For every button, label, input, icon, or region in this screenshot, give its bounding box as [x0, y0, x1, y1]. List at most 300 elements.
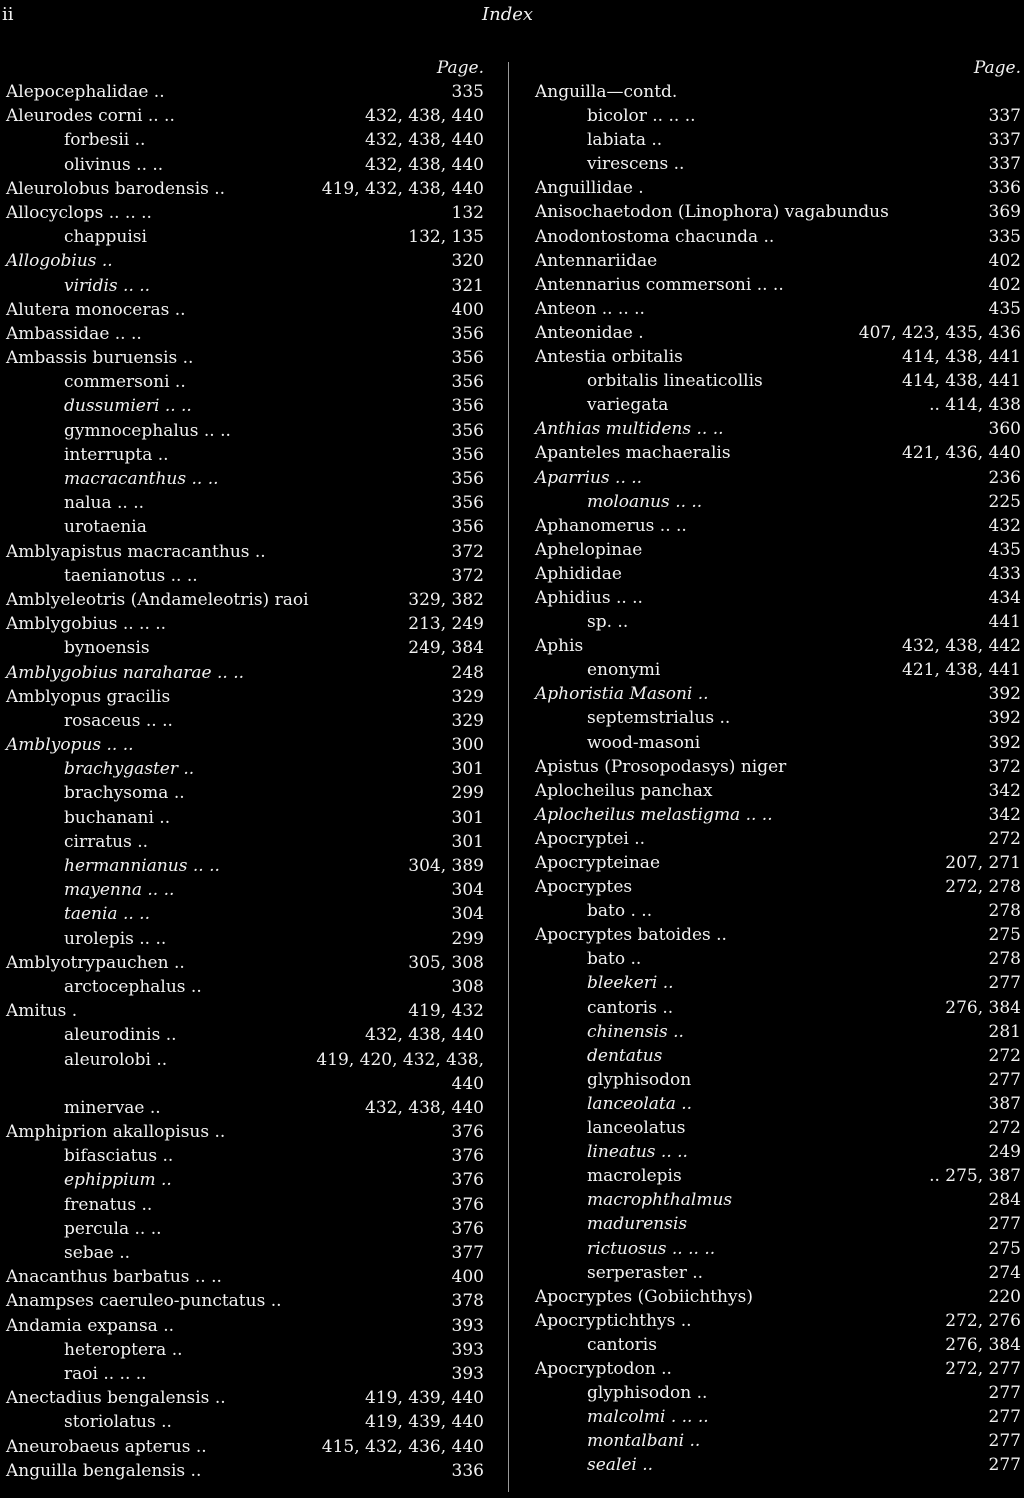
index-entry: [535, 249, 1021, 273]
index-term: Aphididae: [535, 563, 622, 584]
index-entry: [6, 1265, 484, 1289]
index-term: Aphoristia Masoni ..: [535, 684, 709, 705]
page-references: 277: [988, 1431, 1021, 1452]
index-term: orbitalis lineaticollis: [587, 371, 763, 392]
index-entry: [6, 1314, 484, 1338]
page-references: 376: [451, 1218, 484, 1239]
index-entry: [6, 806, 484, 830]
page-references: 272, 278: [945, 877, 1021, 898]
page-references: 249: [988, 1142, 1021, 1163]
index-entry: [535, 393, 1021, 417]
index-term: sp. ..: [587, 612, 629, 633]
page-references: 305, 308: [408, 952, 484, 973]
page-references: 272, 276: [945, 1310, 1021, 1331]
page-references: 299: [451, 783, 484, 804]
page-references: 415, 432, 436, 440: [321, 1436, 484, 1457]
index-entry: [6, 999, 484, 1023]
index-entry: [6, 298, 484, 322]
index-entry: [6, 419, 484, 443]
index-column-right: [535, 52, 1021, 1477]
index-entry: [6, 225, 484, 249]
page-references: 435: [988, 539, 1021, 560]
page-references: 432: [988, 515, 1021, 536]
page-references: 301: [451, 759, 484, 780]
index-entry: [6, 153, 484, 177]
index-term: Anacanthus barbatus .. ..: [6, 1267, 222, 1288]
index-term: Anguilla bengalensis ..: [6, 1460, 202, 1481]
index-term: arctocephalus ..: [64, 976, 202, 997]
index-term: taenia .. ..: [64, 904, 150, 925]
page-references: 132: [451, 202, 484, 223]
index-entry: [6, 1362, 484, 1386]
index-entry: [535, 441, 1021, 465]
index-term: aleurolobi ..: [64, 1049, 168, 1070]
index-term: lanceolatus: [587, 1118, 686, 1139]
index-entry: [6, 951, 484, 975]
index-term: Ambassis buruensis ..: [6, 348, 194, 369]
index-entry: [535, 923, 1021, 947]
page-references: 378: [451, 1291, 484, 1312]
index-entry: [6, 902, 484, 926]
page-references: 356: [451, 348, 484, 369]
index-term: mayenna .. ..: [64, 880, 175, 901]
index-entry: [535, 634, 1021, 658]
page-references: 400: [451, 1267, 484, 1288]
page-references: 132, 135: [408, 227, 484, 248]
index-term: Anampses caeruleo-punctatus ..: [6, 1291, 282, 1312]
index-term: malcolmi . .. ..: [587, 1407, 709, 1428]
index-entry: [6, 104, 484, 128]
index-term: bicolor .. .. ..: [587, 106, 696, 127]
index-entry: [535, 1068, 1021, 1092]
page-references: 434: [988, 587, 1021, 608]
index-term: Apanteles machaeralis: [535, 443, 731, 464]
index-entry: [6, 249, 484, 273]
index-entry: [535, 827, 1021, 851]
index-entry: [535, 1092, 1021, 1116]
index-entry: [6, 177, 484, 201]
index-term: lineatus .. ..: [587, 1142, 688, 1163]
page-references: 342: [988, 804, 1021, 825]
page-column-heading: Page.: [436, 58, 484, 78]
page-references: 435: [988, 298, 1021, 319]
index-term: raoi .. .. ..: [64, 1363, 147, 1384]
index-term: Aphanomerus .. ..: [535, 515, 687, 536]
index-term: Aplocheilus melastigma .. ..: [535, 804, 773, 825]
page-references: 249, 384: [408, 638, 484, 659]
page-references: 299: [451, 928, 484, 949]
index-term: macracanthus .. ..: [64, 469, 219, 489]
page-references: 433: [988, 563, 1021, 584]
index-term: chappuisi: [64, 227, 147, 248]
index-term: Apocryptei ..: [535, 828, 646, 849]
index-entry: [535, 803, 1021, 827]
page-references: 419, 439, 440: [365, 1412, 484, 1433]
index-entry: [6, 491, 484, 515]
page-references: 207, 271: [945, 853, 1021, 873]
index-entry: [535, 417, 1021, 441]
index-entry: [535, 947, 1021, 971]
index-term: Antennariidae: [535, 250, 658, 271]
page-references: 272: [988, 1045, 1021, 1066]
index-term: Amblygobius .. .. ..: [6, 614, 167, 635]
index-term: septemstrialus ..: [587, 708, 731, 729]
index-term: Aphidius .. ..: [535, 587, 643, 608]
index-entry: [535, 1020, 1021, 1044]
page-references: 393: [451, 1339, 484, 1360]
page-references: 236: [988, 467, 1021, 488]
index-term: glyphisodon ..: [587, 1383, 708, 1404]
index-term: Allocyclops .. .. ..: [6, 202, 152, 223]
page-references: 329, 382: [408, 589, 484, 610]
page-references: 248: [451, 662, 484, 683]
index-term: madurensis: [587, 1214, 688, 1235]
page-references: 300: [451, 735, 484, 756]
index-term: lanceolata ..: [587, 1093, 693, 1114]
index-term: commersoni ..: [64, 372, 186, 393]
index-term: Anteonidae .: [535, 322, 644, 343]
index-entry: [535, 128, 1021, 152]
index-term: Ambassidae .. ..: [6, 323, 142, 344]
index-term: interrupta ..: [64, 444, 169, 465]
index-entry: [6, 781, 484, 805]
column-divider: [508, 62, 509, 1492]
page-references: 329: [451, 686, 484, 707]
index-term: Aleurodes corni .. ..: [6, 106, 175, 127]
index-entries-right: [535, 80, 1021, 1477]
page-references: 387: [988, 1093, 1021, 1114]
index-term: Apocryptes batoides ..: [535, 925, 727, 946]
page-references: 432, 438, 440: [365, 1097, 484, 1118]
index-term: cantoris: [587, 1334, 657, 1355]
page-references: 281: [988, 1021, 1021, 1042]
page-header: [0, 4, 1024, 34]
index-entry: [6, 443, 484, 467]
index-term: forbesii ..: [64, 130, 146, 151]
index-entry: [535, 706, 1021, 730]
index-term: bifasciatus ..: [64, 1146, 174, 1167]
page-references: 301: [451, 831, 484, 852]
index-term: bleekeri ..: [587, 973, 674, 994]
index-entry: [6, 975, 484, 999]
index-term: Antennarius commersoni .. ..: [535, 274, 784, 295]
page-references: 376: [451, 1122, 484, 1143]
page-references: 376: [451, 1194, 484, 1215]
running-title: Index: [482, 4, 534, 25]
page-references: 277: [988, 1069, 1021, 1090]
index-term: Amblyeleotris (Andameleotris) raoi: [6, 589, 309, 610]
index-term: gymnocephalus .. ..: [64, 420, 231, 441]
index-term: Anodontostoma chacunda ..: [535, 226, 775, 247]
index-term: bato ..: [587, 949, 642, 970]
page-references: 419, 420, 432, 438,: [316, 1049, 484, 1070]
index-column-left: [6, 52, 484, 1483]
index-entry: [535, 562, 1021, 586]
page-references: 336: [988, 178, 1021, 199]
page-references: 440: [451, 1073, 484, 1094]
index-entry: [535, 345, 1021, 369]
index-entry: [535, 1237, 1021, 1261]
page-references: 402: [988, 274, 1021, 295]
index-entry: [535, 971, 1021, 995]
page-references: 277: [988, 1407, 1021, 1428]
page-references: 356: [451, 372, 484, 393]
index-entry: [6, 854, 484, 878]
index-term: Anisochaetodon (Linophora) vagabundus: [535, 202, 889, 223]
index-entry: [6, 1289, 484, 1313]
page-references: 432, 438, 440: [365, 106, 484, 127]
page-references: 360: [988, 419, 1021, 440]
index-entry: [6, 467, 484, 491]
page-references: 432, 438, 440: [365, 130, 484, 151]
index-term: heteroptera ..: [64, 1339, 183, 1360]
index-term: Anguillidae .: [535, 178, 644, 199]
page-references: 276, 384: [945, 997, 1021, 1018]
index-term: labiata ..: [587, 130, 663, 151]
index-entry: [6, 588, 484, 612]
index-entry: [6, 709, 484, 733]
index-term: Apocrypteinae: [535, 853, 661, 873]
index-entry: [6, 757, 484, 781]
index-entry: [6, 1193, 484, 1217]
page-references: 278: [988, 901, 1021, 922]
page-references: 421, 436, 440: [902, 443, 1021, 464]
page-column-heading: Page.: [973, 58, 1021, 78]
page-references: 376: [451, 1170, 484, 1191]
index-term: hermannianus .. ..: [64, 856, 220, 876]
index-term: Allogobius ..: [6, 251, 113, 272]
index-term: dentatus: [587, 1045, 663, 1066]
page-references: 284: [988, 1190, 1021, 1211]
page-references: 336: [451, 1460, 484, 1481]
page-references: 356: [451, 493, 484, 514]
index-term: urolepis .. ..: [64, 928, 167, 949]
index-entry: [6, 274, 484, 298]
page-references: 419, 439, 440: [365, 1388, 484, 1409]
index-entry: [535, 1357, 1021, 1381]
index-entry: [535, 779, 1021, 803]
index-term: urotaenia: [64, 517, 147, 538]
index-term: Aneurobaeus apterus ..: [6, 1436, 207, 1457]
index-entry: [6, 878, 484, 902]
index-entry: [535, 1140, 1021, 1164]
page-references: 213, 249: [408, 614, 484, 635]
page-references: 377: [451, 1243, 484, 1263]
index-term: Amblyopus gracilis: [6, 686, 171, 707]
index-term: Anguilla—contd.: [535, 82, 678, 102]
index-entry: [535, 225, 1021, 249]
index-entry: [6, 80, 484, 104]
index-entry: [6, 636, 484, 660]
page-references: 419, 432: [408, 1001, 484, 1022]
page-references: 356: [451, 323, 484, 344]
page-references: 372: [451, 541, 484, 562]
page-references: 419, 432, 438, 440: [321, 178, 484, 199]
index-term: Aleurolobus barodensis ..: [6, 178, 226, 199]
index-term: variegata: [587, 395, 669, 416]
index-entry: [6, 927, 484, 951]
page-references: .. 275, 387: [929, 1166, 1021, 1187]
index-term: wood-masoni: [587, 732, 701, 753]
page-references: 275: [988, 1238, 1021, 1259]
page-references: 393: [451, 1363, 484, 1384]
index-term: montalbani ..: [587, 1431, 701, 1452]
page-references: 272, 277: [945, 1358, 1021, 1379]
index-entry: [6, 1023, 484, 1047]
index-entry: [535, 176, 1021, 200]
index-term: rosaceus .. ..: [64, 710, 173, 731]
index-term: nalua .. ..: [64, 493, 145, 514]
page-references: 441: [988, 612, 1021, 633]
index-entry: [535, 658, 1021, 682]
index-term: macrolepis: [587, 1166, 682, 1187]
index-term: Apocryptes: [535, 877, 633, 898]
index-entry: [6, 1168, 484, 1192]
index-term: sealei ..: [587, 1455, 654, 1476]
index-entry: [6, 1241, 484, 1265]
page-references: 277: [988, 1214, 1021, 1235]
index-entry: [6, 830, 484, 854]
index-term: taenianotus .. ..: [64, 565, 198, 586]
index-term: macrophthalmus: [587, 1190, 733, 1211]
page-references: 356: [451, 469, 484, 489]
index-term: viridis .. ..: [64, 275, 151, 296]
index-entry: [6, 1217, 484, 1241]
index-entry: [535, 1261, 1021, 1285]
index-term: Aphelopinae: [535, 539, 643, 560]
index-term: aleurodinis ..: [64, 1025, 177, 1046]
page-references: 372: [451, 565, 484, 586]
index-term: olivinus .. ..: [64, 154, 164, 175]
index-entry: [535, 899, 1021, 923]
page-references: 407, 423, 435, 436: [858, 322, 1021, 343]
index-term: moloanus .. ..: [587, 491, 703, 512]
index-entry: [6, 1459, 484, 1483]
index-term: Anteon .. .. ..: [535, 298, 645, 319]
page-references: 301: [451, 807, 484, 828]
page-references: 277: [988, 1383, 1021, 1404]
index-term: ephippium ..: [64, 1170, 172, 1191]
index-entry: [535, 1188, 1021, 1212]
index-term: chinensis ..: [587, 1021, 684, 1042]
index-entry: [6, 515, 484, 539]
index-term: Andamia expansa ..: [6, 1315, 175, 1336]
index-entry: [6, 1072, 484, 1096]
page-references: 337: [988, 106, 1021, 127]
index-entry: [535, 682, 1021, 706]
index-entry: [535, 1381, 1021, 1405]
page-references: 337: [988, 130, 1021, 151]
page-references: 402: [988, 250, 1021, 271]
index-term: storiolatus ..: [64, 1412, 172, 1433]
page-references: 308: [451, 976, 484, 997]
index-entry: [535, 1453, 1021, 1477]
index-entry: [6, 1120, 484, 1144]
page-references: 432, 438, 442: [902, 636, 1021, 657]
index-term: Aphis: [535, 636, 584, 657]
page-references: 356: [451, 444, 484, 465]
index-term: frenatus ..: [64, 1194, 153, 1215]
index-entry: [535, 152, 1021, 176]
page-number: ii: [2, 4, 14, 25]
index-entry: [6, 394, 484, 418]
page-references: 277: [988, 1455, 1021, 1476]
index-term: Apistus (Prosopodasys) niger: [535, 756, 787, 777]
index-entry: [6, 1096, 484, 1120]
page-references: 337: [988, 154, 1021, 175]
index-term: Anthias multidens .. ..: [535, 419, 724, 440]
index-term: Apocryptes (Gobiichthys): [535, 1286, 753, 1307]
index-term: Amblyopus .. ..: [6, 735, 134, 756]
page-references: 400: [451, 299, 484, 320]
index-entry: [6, 1048, 484, 1072]
page-references: 320: [451, 251, 484, 272]
page-references: 392: [988, 732, 1021, 753]
index-entry: [6, 685, 484, 709]
index-term: Amblyapistus macracanthus ..: [6, 541, 266, 562]
index-term: glyphisodon: [587, 1069, 692, 1090]
page-references: 277: [988, 973, 1021, 994]
index-entry: [535, 875, 1021, 899]
index-entry: [535, 1164, 1021, 1188]
index-term: Amblyotrypauchen ..: [6, 952, 185, 973]
index-term: percula .. ..: [64, 1218, 162, 1239]
index-entry: [6, 201, 484, 225]
index-entry: [535, 1116, 1021, 1140]
page-references: 414, 438, 441: [902, 371, 1021, 392]
index-term: buchanani ..: [64, 807, 171, 828]
page-references: 276, 384: [945, 1334, 1021, 1355]
index-term: Amitus .: [6, 1001, 78, 1022]
index-entry: [535, 514, 1021, 538]
index-term: cantoris ..: [587, 997, 674, 1018]
page-references: 304, 389: [408, 856, 484, 876]
index-term: virescens ..: [587, 154, 685, 175]
index-entry: [535, 610, 1021, 634]
index-entries-left: [6, 80, 484, 1483]
index-entry: [535, 369, 1021, 393]
index-entry: [535, 104, 1021, 128]
page-references: 393: [451, 1315, 484, 1336]
index-entry: [6, 733, 484, 757]
index-term: serperaster ..: [587, 1262, 704, 1283]
index-term: bato . ..: [587, 901, 653, 922]
page-references: 376: [451, 1146, 484, 1167]
index-term: bynoensis: [64, 638, 150, 659]
page-references: 275: [988, 925, 1021, 946]
index-term: Aparrius .. ..: [535, 467, 643, 488]
index-entry: [535, 851, 1021, 875]
page-references: 278: [988, 949, 1021, 970]
index-entry: [6, 1435, 484, 1459]
index-entry: [535, 1285, 1021, 1309]
index-term: Apocryptodon ..: [535, 1358, 672, 1379]
index-entry: [6, 370, 484, 394]
index-entry: [535, 80, 1021, 104]
page-references: 272: [988, 828, 1021, 849]
page-references: 335: [988, 226, 1021, 247]
page-references: 432, 438, 440: [365, 1025, 484, 1046]
index-entry: [535, 490, 1021, 514]
index-entry: [6, 1410, 484, 1434]
page-references: 392: [988, 708, 1021, 729]
index-entry: [535, 321, 1021, 345]
page-references: 372: [988, 756, 1021, 777]
page-references: 356: [451, 396, 484, 417]
page-references: 335: [451, 82, 484, 102]
index-entry: [6, 1338, 484, 1362]
index-term: minervae ..: [64, 1097, 161, 1118]
